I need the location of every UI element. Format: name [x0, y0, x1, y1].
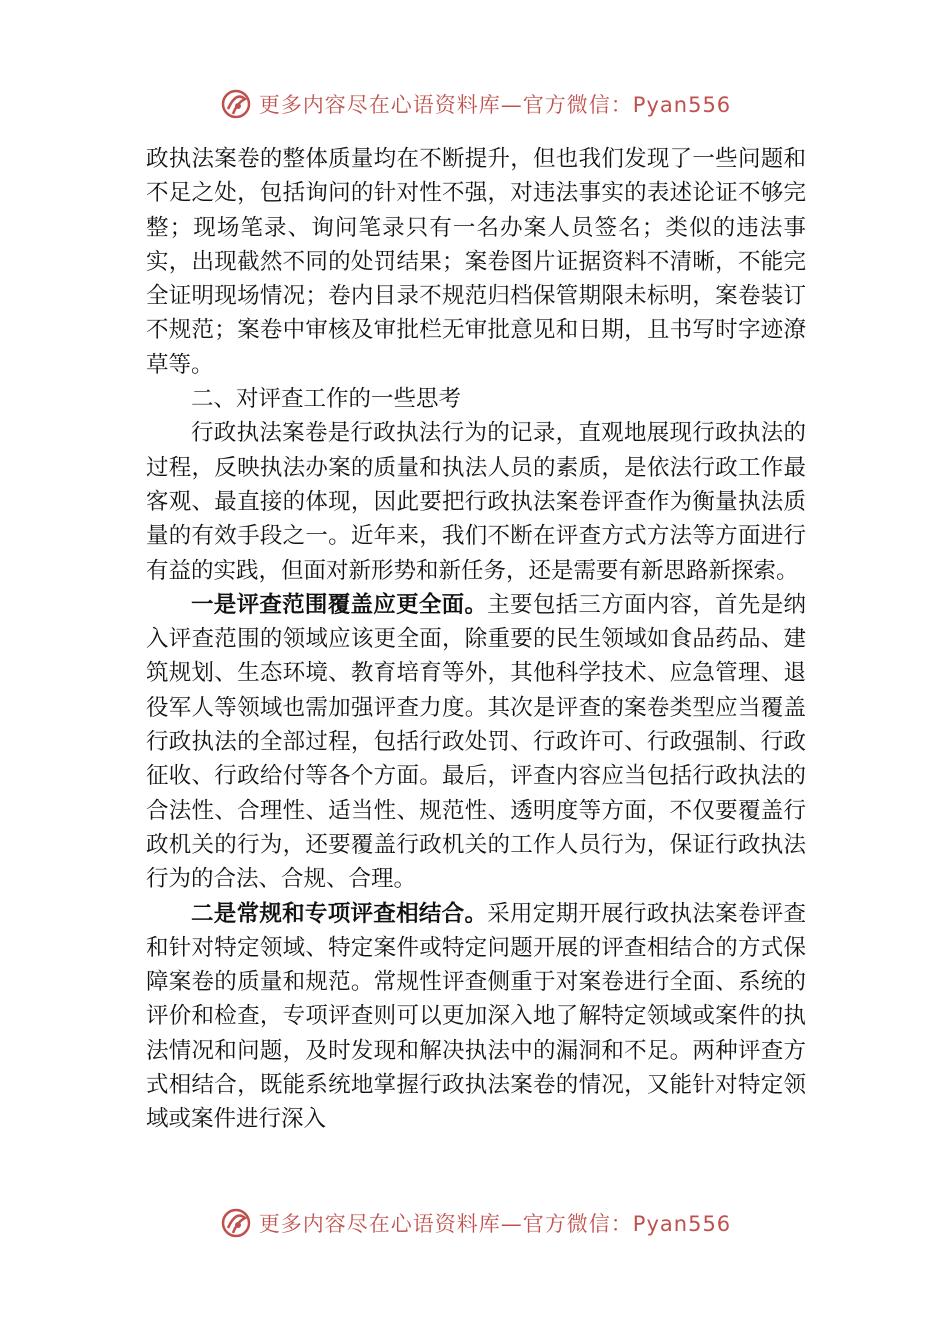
paragraph-intro: 行政执法案卷是行政执法行为的记录，直观地展现行政执法的过程，反映执法办案的质量和执法人员的素质，是依法行政工作最客观、最直接的体现，因此要把行政执法案卷评查作为衡量执法质量的有效手段之一。近年来，我们不断在评查方式方法等方面进行有益的实践，但面对新形势和新任务，还是需要有新思路新探索。 [146, 420, 806, 584]
document-body [146, 142, 806, 1214]
watermark-logo-icon [219, 87, 253, 121]
paragraph-point-2 [146, 897, 806, 1137]
section-heading: 二、对评查工作的一些思考 [191, 386, 462, 413]
watermark-text: 更多内容尽在心语资料库—官方微信：Pyan556 [258, 93, 732, 117]
point-2-lead: 二是常规和专项评查相结合。 [191, 900, 488, 927]
point-1-body: 主要包括三方面内容，首先是纳入评查范围的领域应该更全面，除重要的民生领域如食品药品、建筑规划、生态环境、教育培育等外，其他科学技术、应急管理、退役军人等领域也需加强评查力度。其次是评查的案卷类型应当覆盖行政执法的全部过程，包括行政处罚、行政许可、行政强制、行政征收、行政给付等各个方面。最后，评查内容应当包括行政执法的合法性、合理性、适当性、规范性、透明度等方面，不仅要覆盖行政机关的行为，还要覆盖行政机关的工作人员行为，保证行政执法行为的合法、合规、合理。 [146, 591, 806, 893]
point-1-lead: 一是评查范围覆盖应更全面。 [191, 591, 488, 618]
paragraph-point-1 [146, 588, 806, 897]
watermark-footer [0, 1203, 950, 1243]
watermark-header [0, 84, 950, 124]
paragraph-findings: 政执法案卷的整体质量均在不断提升，但也我们发现了一些问题和不足之处，包括询问的针对性不强，对违法事实的表述论证不够完整；现场笔录、询问笔录只有一名办案人员签名；类似的违法事实，出现截然不同的处罚结果；案卷图片证据资料不清晰，不能完全证明现场情况；卷内目录不规范归档保管期限未标明，案卷装订不规范；案卷中审核及审批栏无审批意见和日期，且书写时字迹潦草等。 [146, 146, 806, 378]
point-2-body: 采用定期开展行政执法案卷评查和针对特定领域、特定案件或特定问题开展的评查相结合的方式保障案卷的质量和规范。常规性评查侧重于对案卷进行全面、系统的评价和检查，专项评查则可以更加深入地了解特定领域或案件的执法情况和问题，及时发现和解决执法中的漏洞和不足。两种评查方式相结合，既能系统地掌握行政执法案卷的情况，又能针对特定领域或案件进行深入 [146, 900, 806, 1133]
watermark-text: 更多内容尽在心语资料库—官方微信：Pyan556 [258, 1212, 732, 1236]
watermark-logo-icon [219, 1206, 253, 1240]
